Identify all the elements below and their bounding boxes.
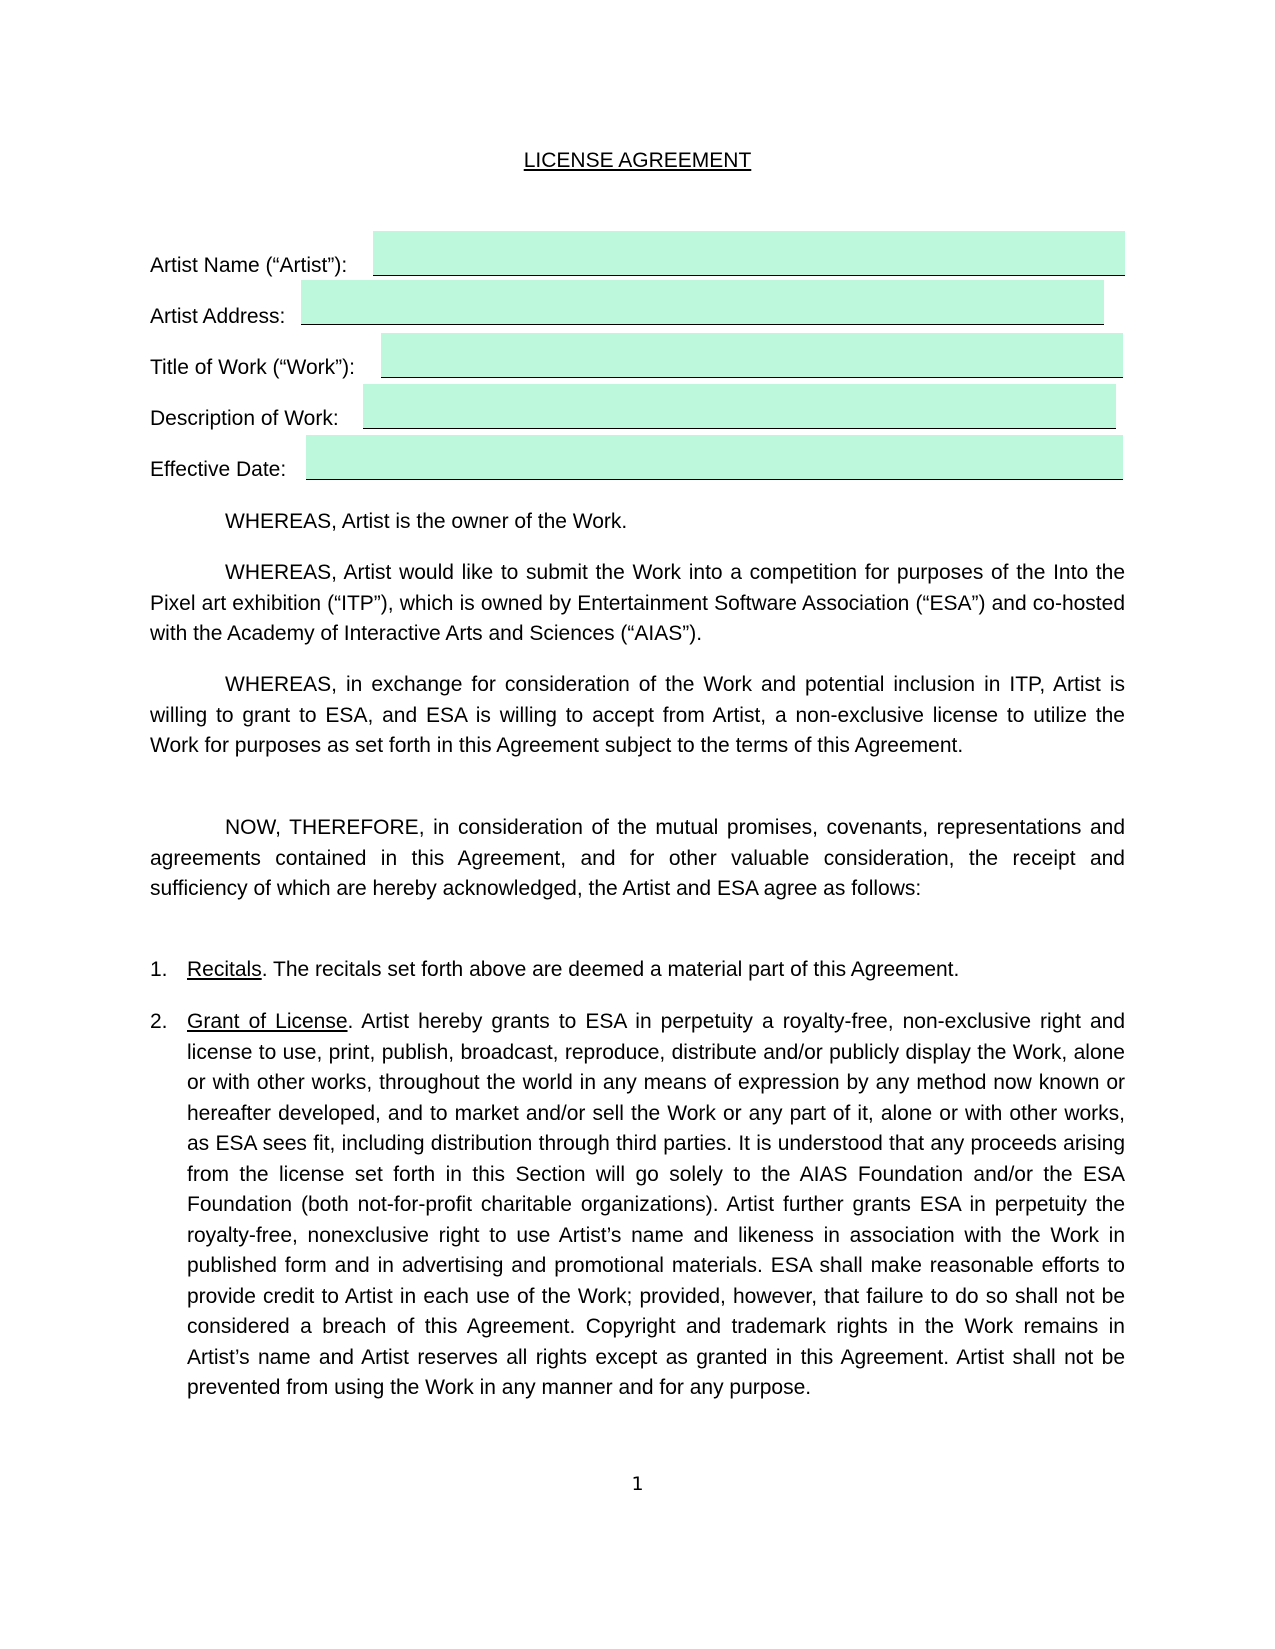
title-of-work-label: Title of Work (“Work”): — [150, 356, 355, 379]
section-1-number: 1. — [150, 958, 168, 981]
document-title — [0, 148, 1275, 174]
section-1-heading: Recitals — [187, 958, 262, 981]
section-1 — [150, 955, 1125, 986]
artist-name-label: Artist Name (“Artist”): — [150, 254, 348, 277]
recital-paragraph-1: WHEREAS, Artist is the owner of the Work. — [225, 510, 628, 533]
document-title-text: LICENSE AGREEMENT — [523, 149, 752, 172]
title-of-work-field[interactable] — [381, 333, 1123, 378]
recital-paragraph-3: WHEREAS, in exchange for consideration of the Work and potential inclusion in ITP, Artist is willing to grant to ESA, and ESA is willing to accept from Artist, a non-exclusive license to utilize the Work for purposes as set forth in this Agreement subject to the terms of this Agreement. — [150, 673, 1125, 757]
artist-address-label: Artist Address: — [150, 305, 286, 328]
artist-name-field[interactable] — [373, 231, 1125, 276]
section-2-text: . Artist hereby grants to ESA in perpetuity a royalty-free, non-exclusive right and license to use, print, publish, broadcast, reproduce, distribute and/or publicly display the Work, alone or with other works, throughout the world in any means of expression by any method now known or hereafter developed, and to market and/or sell the Work or any part of it, alone or with other works, as ESA sees fit, including distribution through third parties. It is understood that any proceeds arising from the license set forth in this Section will go solely to the AIAS Foundation and/or the ESA Foundation (both not-for-profit charitable organizations). Artist further grants ESA in perpetuity the royalty-free, nonexclusive right to use Artist’s name and likeness in association with the Work in published form and in advertising and promotional materials. ESA shall make reasonable efforts to provide credit to Artist in each use of the Work; provided, however, that failure to do so shall not be considered a breach of this Agreement. Copyright and trademark rights in the Work remains in Artist’s name and Artist reserves all rights except as granted in this Agreement. Artist shall not be prevented from using the Work in any manner and for any purpose. — [187, 1010, 1125, 1399]
recital-paragraph-2: WHEREAS, Artist would like to submit the Work into a competition for purposes of the Into the Pixel art exhibition (“ITP”), which is owned by Entertainment Software Association (“ESA”) and co-hosted with the Academy of Interactive Arts and Sciences (“AIAS”). — [150, 561, 1125, 645]
description-of-work-label: Description of Work: — [150, 407, 339, 430]
effective-date-field[interactable] — [306, 435, 1123, 480]
section-2-number: 2. — [150, 1010, 168, 1033]
page-number: 1 — [631, 1473, 644, 1495]
recital-paragraph-4: NOW, THEREFORE, in consideration of the mutual promises, covenants, representations and agreements contained in this Agreement, and for other valuable consideration, the receipt and sufficiency of which are hereby acknowledged, the Artist and ESA agree as follows: — [150, 816, 1125, 900]
artist-address-field[interactable] — [301, 280, 1104, 325]
section-2-heading: Grant of License — [187, 1010, 348, 1033]
description-of-work-field[interactable] — [363, 384, 1116, 429]
effective-date-label: Effective Date: — [150, 458, 287, 481]
section-1-text: . The recitals set forth above are deemed a material part of this Agreement. — [261, 958, 960, 981]
section-2 — [150, 1007, 1125, 1404]
